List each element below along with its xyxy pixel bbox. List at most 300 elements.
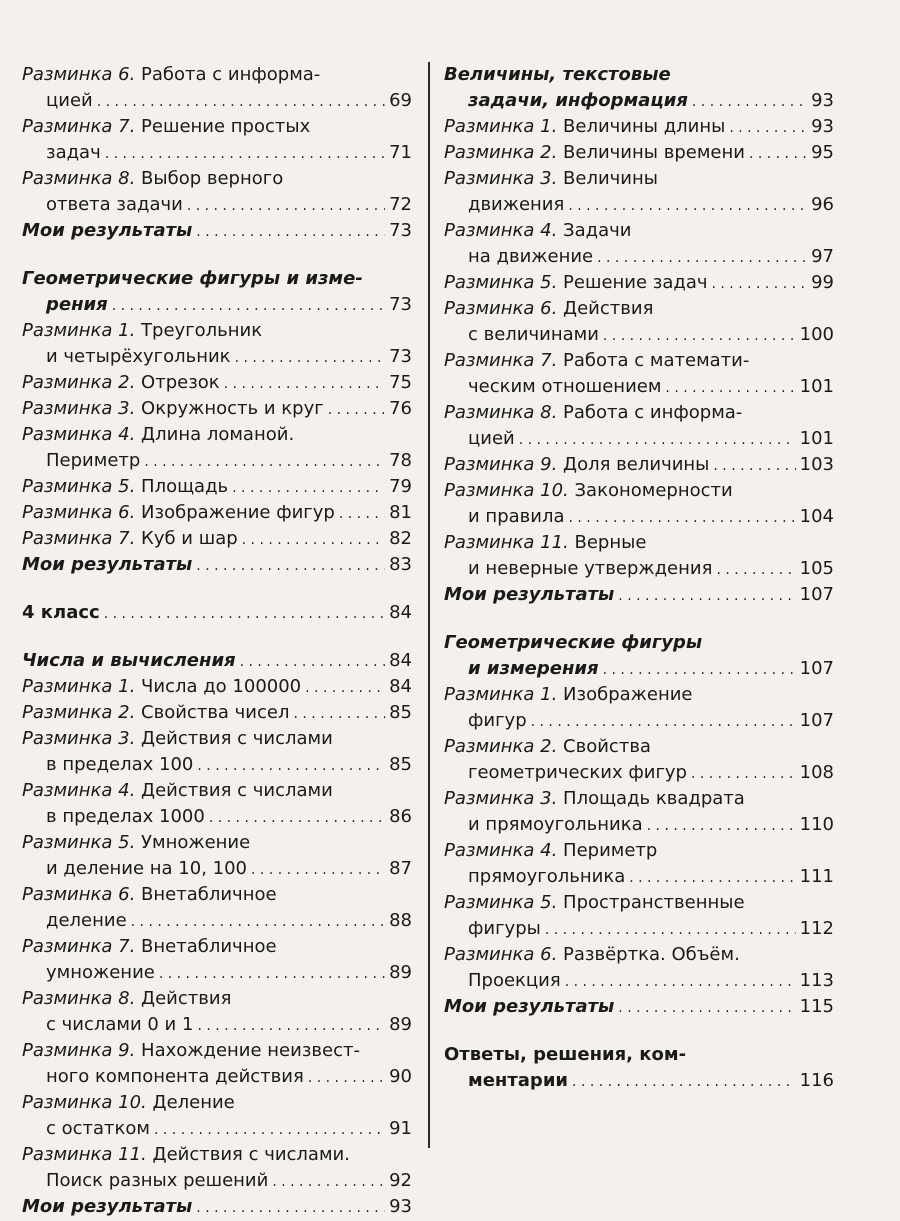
toc-entry-text bbox=[46, 448, 140, 474]
toc-entry[interactable] bbox=[444, 374, 834, 400]
toc-entry[interactable] bbox=[22, 370, 412, 396]
page-number: 89 bbox=[389, 1014, 412, 1035]
dot-leader bbox=[131, 909, 385, 935]
toc-entry-text bbox=[444, 1042, 686, 1068]
toc-entry-text bbox=[46, 1168, 268, 1194]
toc-entry[interactable] bbox=[22, 600, 412, 626]
toc-entry-text bbox=[22, 1090, 235, 1116]
page-number: 105 bbox=[799, 558, 834, 579]
toc-entry-text bbox=[444, 838, 657, 864]
dot-leader bbox=[240, 649, 385, 675]
warmup-label: Разминка 3. bbox=[444, 788, 558, 809]
warmup-title: Площадь квадрата bbox=[563, 788, 745, 809]
warmup-label: Разминка 4. bbox=[22, 424, 136, 445]
warmup-title: Работа с математи- bbox=[563, 350, 750, 371]
page-number: 88 bbox=[389, 910, 412, 931]
toc-entry-title: Величины, текстовые bbox=[444, 64, 671, 85]
dot-leader bbox=[603, 323, 796, 349]
toc-entry-title: в пределах 1000 bbox=[46, 806, 205, 827]
warmup-label: Разминка 5. bbox=[22, 476, 136, 497]
page-number: 95 bbox=[811, 142, 834, 163]
toc-entry[interactable] bbox=[22, 1116, 412, 1142]
toc-entry-title: Поиск разных решений bbox=[46, 1170, 269, 1191]
warmup-label: Разминка 10. bbox=[22, 1092, 147, 1113]
warmup-label: Разминка 6. bbox=[22, 502, 136, 523]
warmup-label: Разминка 6. bbox=[22, 64, 136, 85]
toc-entry[interactable] bbox=[444, 708, 834, 734]
toc-entry-text bbox=[46, 344, 231, 370]
toc-entry-text bbox=[22, 986, 231, 1012]
page-number: 96 bbox=[811, 194, 834, 215]
toc-entry[interactable] bbox=[444, 244, 834, 270]
toc-entry[interactable] bbox=[22, 674, 412, 700]
toc-entry[interactable] bbox=[444, 166, 834, 192]
page-number: 84 bbox=[389, 650, 412, 671]
toc-entry-title: Мои результаты bbox=[22, 554, 193, 575]
warmup-label: Разминка 5. bbox=[444, 892, 558, 913]
page-number: 101 bbox=[799, 428, 834, 449]
toc-entry[interactable] bbox=[22, 1194, 412, 1220]
warmup-label: Разминка 1. bbox=[444, 684, 558, 705]
toc-entry-text bbox=[444, 270, 708, 296]
page-number: 112 bbox=[799, 918, 834, 939]
toc-entry[interactable] bbox=[22, 908, 412, 934]
toc-entry[interactable] bbox=[444, 760, 834, 786]
toc-entry-text bbox=[46, 856, 247, 882]
toc-entry-text bbox=[468, 556, 712, 582]
warmup-label: Разминка 2. bbox=[444, 736, 558, 757]
toc-entry[interactable] bbox=[22, 344, 412, 370]
toc-entry-text bbox=[444, 786, 745, 812]
page-number: 93 bbox=[389, 1196, 412, 1217]
toc-entry[interactable] bbox=[22, 318, 412, 344]
dot-leader bbox=[308, 1065, 385, 1091]
dot-leader bbox=[104, 601, 385, 627]
dot-leader bbox=[572, 1069, 796, 1095]
toc-entry-text bbox=[22, 396, 324, 422]
toc-entry[interactable] bbox=[22, 934, 412, 960]
dot-leader bbox=[224, 371, 385, 397]
toc-entry[interactable] bbox=[444, 530, 834, 556]
dot-leader bbox=[97, 89, 385, 115]
toc-entry[interactable] bbox=[444, 296, 834, 322]
warmup-title: Закономерности bbox=[574, 480, 733, 501]
warmup-label: Разминка 9. bbox=[22, 1040, 136, 1061]
page-number: 97 bbox=[811, 246, 834, 267]
toc-entry-title: фигур bbox=[468, 710, 527, 731]
toc-entry[interactable] bbox=[22, 700, 412, 726]
page-number: 107 bbox=[799, 584, 834, 605]
page-number: 91 bbox=[389, 1118, 412, 1139]
toc-entry-text bbox=[22, 370, 220, 396]
toc-entry-text bbox=[22, 1194, 192, 1220]
toc-entry[interactable] bbox=[22, 1064, 412, 1090]
toc-entry[interactable] bbox=[444, 322, 834, 348]
page-number: 110 bbox=[799, 814, 834, 835]
toc-column-right bbox=[444, 62, 834, 1094]
warmup-title: Действия bbox=[141, 988, 232, 1009]
toc-entry[interactable] bbox=[444, 786, 834, 812]
toc-entry-title: рения bbox=[46, 294, 108, 315]
page-number: 87 bbox=[389, 858, 412, 879]
toc-entry[interactable] bbox=[22, 448, 412, 474]
toc-entry[interactable] bbox=[22, 292, 412, 318]
toc-entry[interactable] bbox=[444, 734, 834, 760]
dot-leader bbox=[665, 375, 795, 401]
toc-entry-text bbox=[22, 166, 283, 192]
warmup-title: Величины длины bbox=[563, 116, 726, 137]
toc-entry[interactable] bbox=[22, 218, 412, 244]
page-number: 107 bbox=[799, 658, 834, 679]
toc-entry[interactable] bbox=[444, 1068, 834, 1094]
toc-entry-text bbox=[444, 218, 631, 244]
toc-entry-title: Мои результаты bbox=[22, 1196, 193, 1217]
toc-entry-text bbox=[444, 582, 614, 608]
toc-entry-text bbox=[46, 292, 108, 318]
toc-entry-text bbox=[468, 88, 688, 114]
toc-entry[interactable] bbox=[22, 1142, 412, 1168]
dot-leader bbox=[749, 141, 807, 167]
warmup-title: Числа до 100000 bbox=[141, 676, 302, 697]
toc-entry-text bbox=[444, 530, 646, 556]
toc-entry[interactable] bbox=[444, 630, 834, 656]
warmup-title: Длина ломаной. bbox=[141, 424, 295, 445]
dot-leader bbox=[235, 345, 386, 371]
toc-entry-text bbox=[444, 114, 725, 140]
dot-leader bbox=[569, 505, 796, 531]
toc-entry-text bbox=[46, 1064, 304, 1090]
page-number: 84 bbox=[389, 602, 412, 623]
dot-leader bbox=[144, 449, 385, 475]
toc-entry[interactable] bbox=[444, 400, 834, 426]
warmup-title: Работа с информа- bbox=[141, 64, 321, 85]
toc-entry-text bbox=[468, 1068, 568, 1094]
page-number: 113 bbox=[799, 970, 834, 991]
toc-entry-text bbox=[22, 526, 238, 552]
toc-entry-title: с величинами bbox=[468, 324, 599, 345]
toc-entry[interactable] bbox=[22, 648, 412, 674]
toc-entry[interactable] bbox=[444, 812, 834, 838]
page-number: 93 bbox=[811, 90, 834, 111]
warmup-title: Задачи bbox=[563, 220, 632, 241]
page-number: 93 bbox=[811, 116, 834, 137]
toc-entry[interactable] bbox=[22, 778, 412, 804]
dot-leader bbox=[597, 245, 807, 271]
toc-entry-text bbox=[22, 500, 335, 526]
toc-entry-text bbox=[468, 708, 527, 734]
page-number: 90 bbox=[389, 1066, 412, 1087]
toc-entry[interactable] bbox=[444, 270, 834, 296]
toc-entry[interactable] bbox=[22, 1012, 412, 1038]
dot-leader bbox=[105, 141, 385, 167]
warmup-title: Действия с числами bbox=[141, 780, 333, 801]
toc-entry-text bbox=[468, 968, 561, 994]
toc-entry[interactable] bbox=[22, 1168, 412, 1194]
warmup-label: Разминка 8. bbox=[22, 168, 136, 189]
toc-entry-title: и деление на 10, 100 bbox=[46, 858, 248, 879]
toc-entry[interactable] bbox=[444, 452, 834, 478]
page-number: 115 bbox=[799, 996, 834, 1017]
dot-leader bbox=[519, 427, 796, 453]
dot-leader bbox=[545, 917, 796, 943]
dot-leader bbox=[196, 553, 385, 579]
toc-entry-title: на движение bbox=[468, 246, 594, 267]
toc-entry-text bbox=[468, 812, 643, 838]
toc-entry-text bbox=[444, 348, 749, 374]
toc-entry-text bbox=[22, 318, 262, 344]
warmup-label: Разминка 11. bbox=[22, 1144, 147, 1165]
toc-entry-text bbox=[22, 266, 363, 292]
toc-entry[interactable] bbox=[22, 396, 412, 422]
dot-leader bbox=[159, 961, 385, 987]
toc-entry[interactable] bbox=[444, 994, 834, 1020]
toc-entry-text bbox=[46, 140, 101, 166]
toc-entry[interactable] bbox=[22, 140, 412, 166]
toc-entry-text bbox=[444, 994, 614, 1020]
toc-entry[interactable] bbox=[444, 682, 834, 708]
dot-leader bbox=[712, 271, 808, 297]
toc-entry[interactable] bbox=[22, 422, 412, 448]
toc-entry[interactable] bbox=[444, 942, 834, 968]
toc-entry[interactable] bbox=[444, 62, 834, 88]
toc-entry-title: и правила bbox=[468, 506, 565, 527]
warmup-label: Разминка 8. bbox=[444, 402, 558, 423]
page-number: 73 bbox=[389, 220, 412, 241]
toc-entry-text bbox=[22, 934, 277, 960]
toc-entry[interactable] bbox=[444, 838, 834, 864]
warmup-title: Величины bbox=[563, 168, 658, 189]
warmup-title: Треугольник bbox=[141, 320, 263, 341]
toc-entry[interactable] bbox=[22, 166, 412, 192]
page-number: 81 bbox=[389, 502, 412, 523]
toc-entry[interactable] bbox=[22, 830, 412, 856]
toc-entry[interactable] bbox=[444, 504, 834, 530]
warmup-label: Разминка 3. bbox=[22, 398, 136, 419]
warmup-title: Действия с числами. bbox=[152, 1144, 350, 1165]
toc-entry-text bbox=[444, 942, 740, 968]
dot-leader bbox=[242, 527, 385, 553]
toc-entry[interactable] bbox=[444, 890, 834, 916]
toc-entry[interactable] bbox=[444, 556, 834, 582]
toc-entry-text bbox=[46, 88, 93, 114]
warmup-title: Внетабличное bbox=[141, 936, 277, 957]
toc-entry-text bbox=[22, 552, 192, 578]
toc-entry-text bbox=[22, 726, 333, 752]
dot-leader bbox=[629, 865, 795, 891]
page-number: 73 bbox=[389, 346, 412, 367]
dot-leader bbox=[154, 1117, 385, 1143]
toc-entry-title: задач bbox=[46, 142, 101, 163]
toc-entry-title: Мои результаты bbox=[22, 220, 193, 241]
toc-entry[interactable] bbox=[22, 88, 412, 114]
page-number: 100 bbox=[799, 324, 834, 345]
toc-entry-title: ного компонента действия bbox=[46, 1066, 304, 1087]
warmup-title: Выбор верного bbox=[141, 168, 284, 189]
toc-entry[interactable] bbox=[444, 114, 834, 140]
dot-leader bbox=[251, 857, 385, 883]
toc-entry-text bbox=[444, 400, 742, 426]
dot-leader bbox=[716, 557, 795, 583]
page-number: 69 bbox=[389, 90, 412, 111]
toc-entry-title: Геометрические фигуры и изме- bbox=[22, 268, 363, 289]
page-number: 75 bbox=[389, 372, 412, 393]
warmup-title: Работа с информа- bbox=[563, 402, 743, 423]
warmup-label: Разминка 6. bbox=[444, 944, 558, 965]
toc-entry[interactable] bbox=[22, 62, 412, 88]
toc-entry-text bbox=[46, 804, 205, 830]
warmup-label: Разминка 1. bbox=[22, 676, 136, 697]
toc-entry-title: и прямоугольника bbox=[468, 814, 643, 835]
toc-entry-text bbox=[468, 864, 625, 890]
toc-entry-title: и неверные утверждения bbox=[468, 558, 713, 579]
toc-entry-text bbox=[444, 682, 692, 708]
toc-entry[interactable] bbox=[444, 864, 834, 890]
toc-entry[interactable] bbox=[22, 500, 412, 526]
toc-entry-title: Геометрические фигуры bbox=[444, 632, 703, 653]
toc-entry-text bbox=[444, 166, 658, 192]
warmup-label: Разминка 4. bbox=[444, 840, 558, 861]
toc-entry[interactable] bbox=[444, 968, 834, 994]
toc-entry[interactable] bbox=[444, 140, 834, 166]
toc-entry-text bbox=[22, 830, 250, 856]
page-number: 82 bbox=[389, 528, 412, 549]
toc-entry[interactable] bbox=[22, 986, 412, 1012]
toc-entry[interactable] bbox=[22, 960, 412, 986]
dot-leader bbox=[565, 969, 796, 995]
toc-entry[interactable] bbox=[22, 114, 412, 140]
warmup-title: Внетабличное bbox=[141, 884, 277, 905]
toc-entry-text bbox=[22, 114, 310, 140]
warmup-label: Разминка 5. bbox=[444, 272, 558, 293]
toc-entry-text bbox=[22, 648, 236, 674]
toc-entry-text bbox=[444, 734, 651, 760]
toc-entry[interactable] bbox=[444, 582, 834, 608]
warmup-title: Пространственные bbox=[563, 892, 745, 913]
toc-entry[interactable] bbox=[444, 218, 834, 244]
page-number: 72 bbox=[389, 194, 412, 215]
warmup-title: Площадь bbox=[141, 476, 229, 497]
toc-entry[interactable] bbox=[22, 726, 412, 752]
toc-entry-text bbox=[444, 478, 733, 504]
dot-leader bbox=[294, 701, 386, 727]
page-number: 116 bbox=[799, 1070, 834, 1091]
toc-entry-text bbox=[468, 760, 687, 786]
toc-entry[interactable] bbox=[22, 856, 412, 882]
dot-leader bbox=[272, 1169, 385, 1195]
warmup-title: Отрезок bbox=[141, 372, 220, 393]
warmup-label: Разминка 4. bbox=[22, 780, 136, 801]
toc-entry[interactable] bbox=[22, 192, 412, 218]
toc-entry[interactable] bbox=[444, 478, 834, 504]
toc-entry[interactable] bbox=[22, 552, 412, 578]
toc-entry-text bbox=[444, 140, 745, 166]
dot-leader bbox=[618, 583, 795, 609]
toc-entry-title: умножение bbox=[46, 962, 155, 983]
toc-entry[interactable] bbox=[22, 882, 412, 908]
page-number: 85 bbox=[389, 702, 412, 723]
toc-entry-text bbox=[468, 244, 593, 270]
dot-leader bbox=[729, 115, 807, 141]
toc-entry[interactable] bbox=[444, 916, 834, 942]
toc-entry-text bbox=[46, 1116, 150, 1142]
warmup-label: Разминка 10. bbox=[444, 480, 569, 501]
warmup-label: Разминка 2. bbox=[22, 702, 136, 723]
toc-entry[interactable] bbox=[444, 348, 834, 374]
toc-entry-text bbox=[22, 218, 192, 244]
warmup-title: Свойства чисел bbox=[141, 702, 290, 723]
dot-leader bbox=[531, 709, 796, 735]
toc-entry-title: и четырёхугольник bbox=[46, 346, 231, 367]
toc-entry-title: Ответы, решения, ком- bbox=[444, 1044, 687, 1065]
page-number: 89 bbox=[389, 962, 412, 983]
toc-entry[interactable] bbox=[22, 804, 412, 830]
warmup-title: Свойства bbox=[563, 736, 651, 757]
dot-leader bbox=[328, 397, 385, 423]
page-number: 79 bbox=[389, 476, 412, 497]
dot-leader bbox=[197, 753, 385, 779]
dot-leader bbox=[603, 657, 796, 683]
page-number: 108 bbox=[799, 762, 834, 783]
toc-entry-text bbox=[468, 426, 515, 452]
page-number: 103 bbox=[799, 454, 834, 475]
warmup-title: Периметр bbox=[563, 840, 658, 861]
warmup-title: Изображение фигур bbox=[141, 502, 335, 523]
toc-entry-text bbox=[22, 62, 320, 88]
dot-leader bbox=[692, 89, 807, 115]
toc-entry[interactable] bbox=[444, 1042, 834, 1068]
toc-entry[interactable] bbox=[22, 266, 412, 292]
toc-entry-text bbox=[46, 752, 193, 778]
warmup-title: Действия с числами bbox=[141, 728, 333, 749]
toc-entry-title: цией bbox=[468, 428, 515, 449]
toc-entry-text bbox=[444, 452, 709, 478]
toc-column-left bbox=[22, 62, 412, 1220]
warmup-title: Действия bbox=[563, 298, 654, 319]
warmup-label: Разминка 8. bbox=[22, 988, 136, 1009]
toc-entry-title: геометрических фигур bbox=[468, 762, 687, 783]
toc-entry-text bbox=[46, 192, 183, 218]
toc-entry-text bbox=[444, 890, 745, 916]
toc-entry[interactable] bbox=[22, 1038, 412, 1064]
toc-entry-title: 4 класс bbox=[22, 602, 100, 623]
toc-entry[interactable] bbox=[444, 656, 834, 682]
dot-leader bbox=[339, 501, 385, 527]
toc-entry[interactable] bbox=[22, 474, 412, 500]
page-number: 83 bbox=[389, 554, 412, 575]
warmup-title: Решение задач bbox=[563, 272, 708, 293]
dot-leader bbox=[196, 1195, 385, 1221]
warmup-title: Доля величины bbox=[563, 454, 710, 475]
toc-entry[interactable] bbox=[444, 426, 834, 452]
toc-entry-text bbox=[22, 474, 228, 500]
dot-leader bbox=[305, 675, 385, 701]
dot-leader bbox=[713, 453, 795, 479]
dot-leader bbox=[209, 805, 385, 831]
toc-entry[interactable] bbox=[22, 1090, 412, 1116]
toc-entry-text bbox=[22, 600, 100, 626]
toc-entry[interactable] bbox=[22, 526, 412, 552]
toc-entry[interactable] bbox=[444, 192, 834, 218]
warmup-label: Разминка 6. bbox=[22, 884, 136, 905]
toc-entry-text bbox=[46, 908, 127, 934]
toc-entry[interactable] bbox=[444, 88, 834, 114]
toc-entry-title: ментарии bbox=[468, 1070, 569, 1091]
toc-entry[interactable] bbox=[22, 752, 412, 778]
dot-leader bbox=[647, 813, 796, 839]
toc-entry-text bbox=[22, 1038, 360, 1064]
toc-entry-text bbox=[46, 960, 155, 986]
toc-entry-text bbox=[468, 916, 541, 942]
